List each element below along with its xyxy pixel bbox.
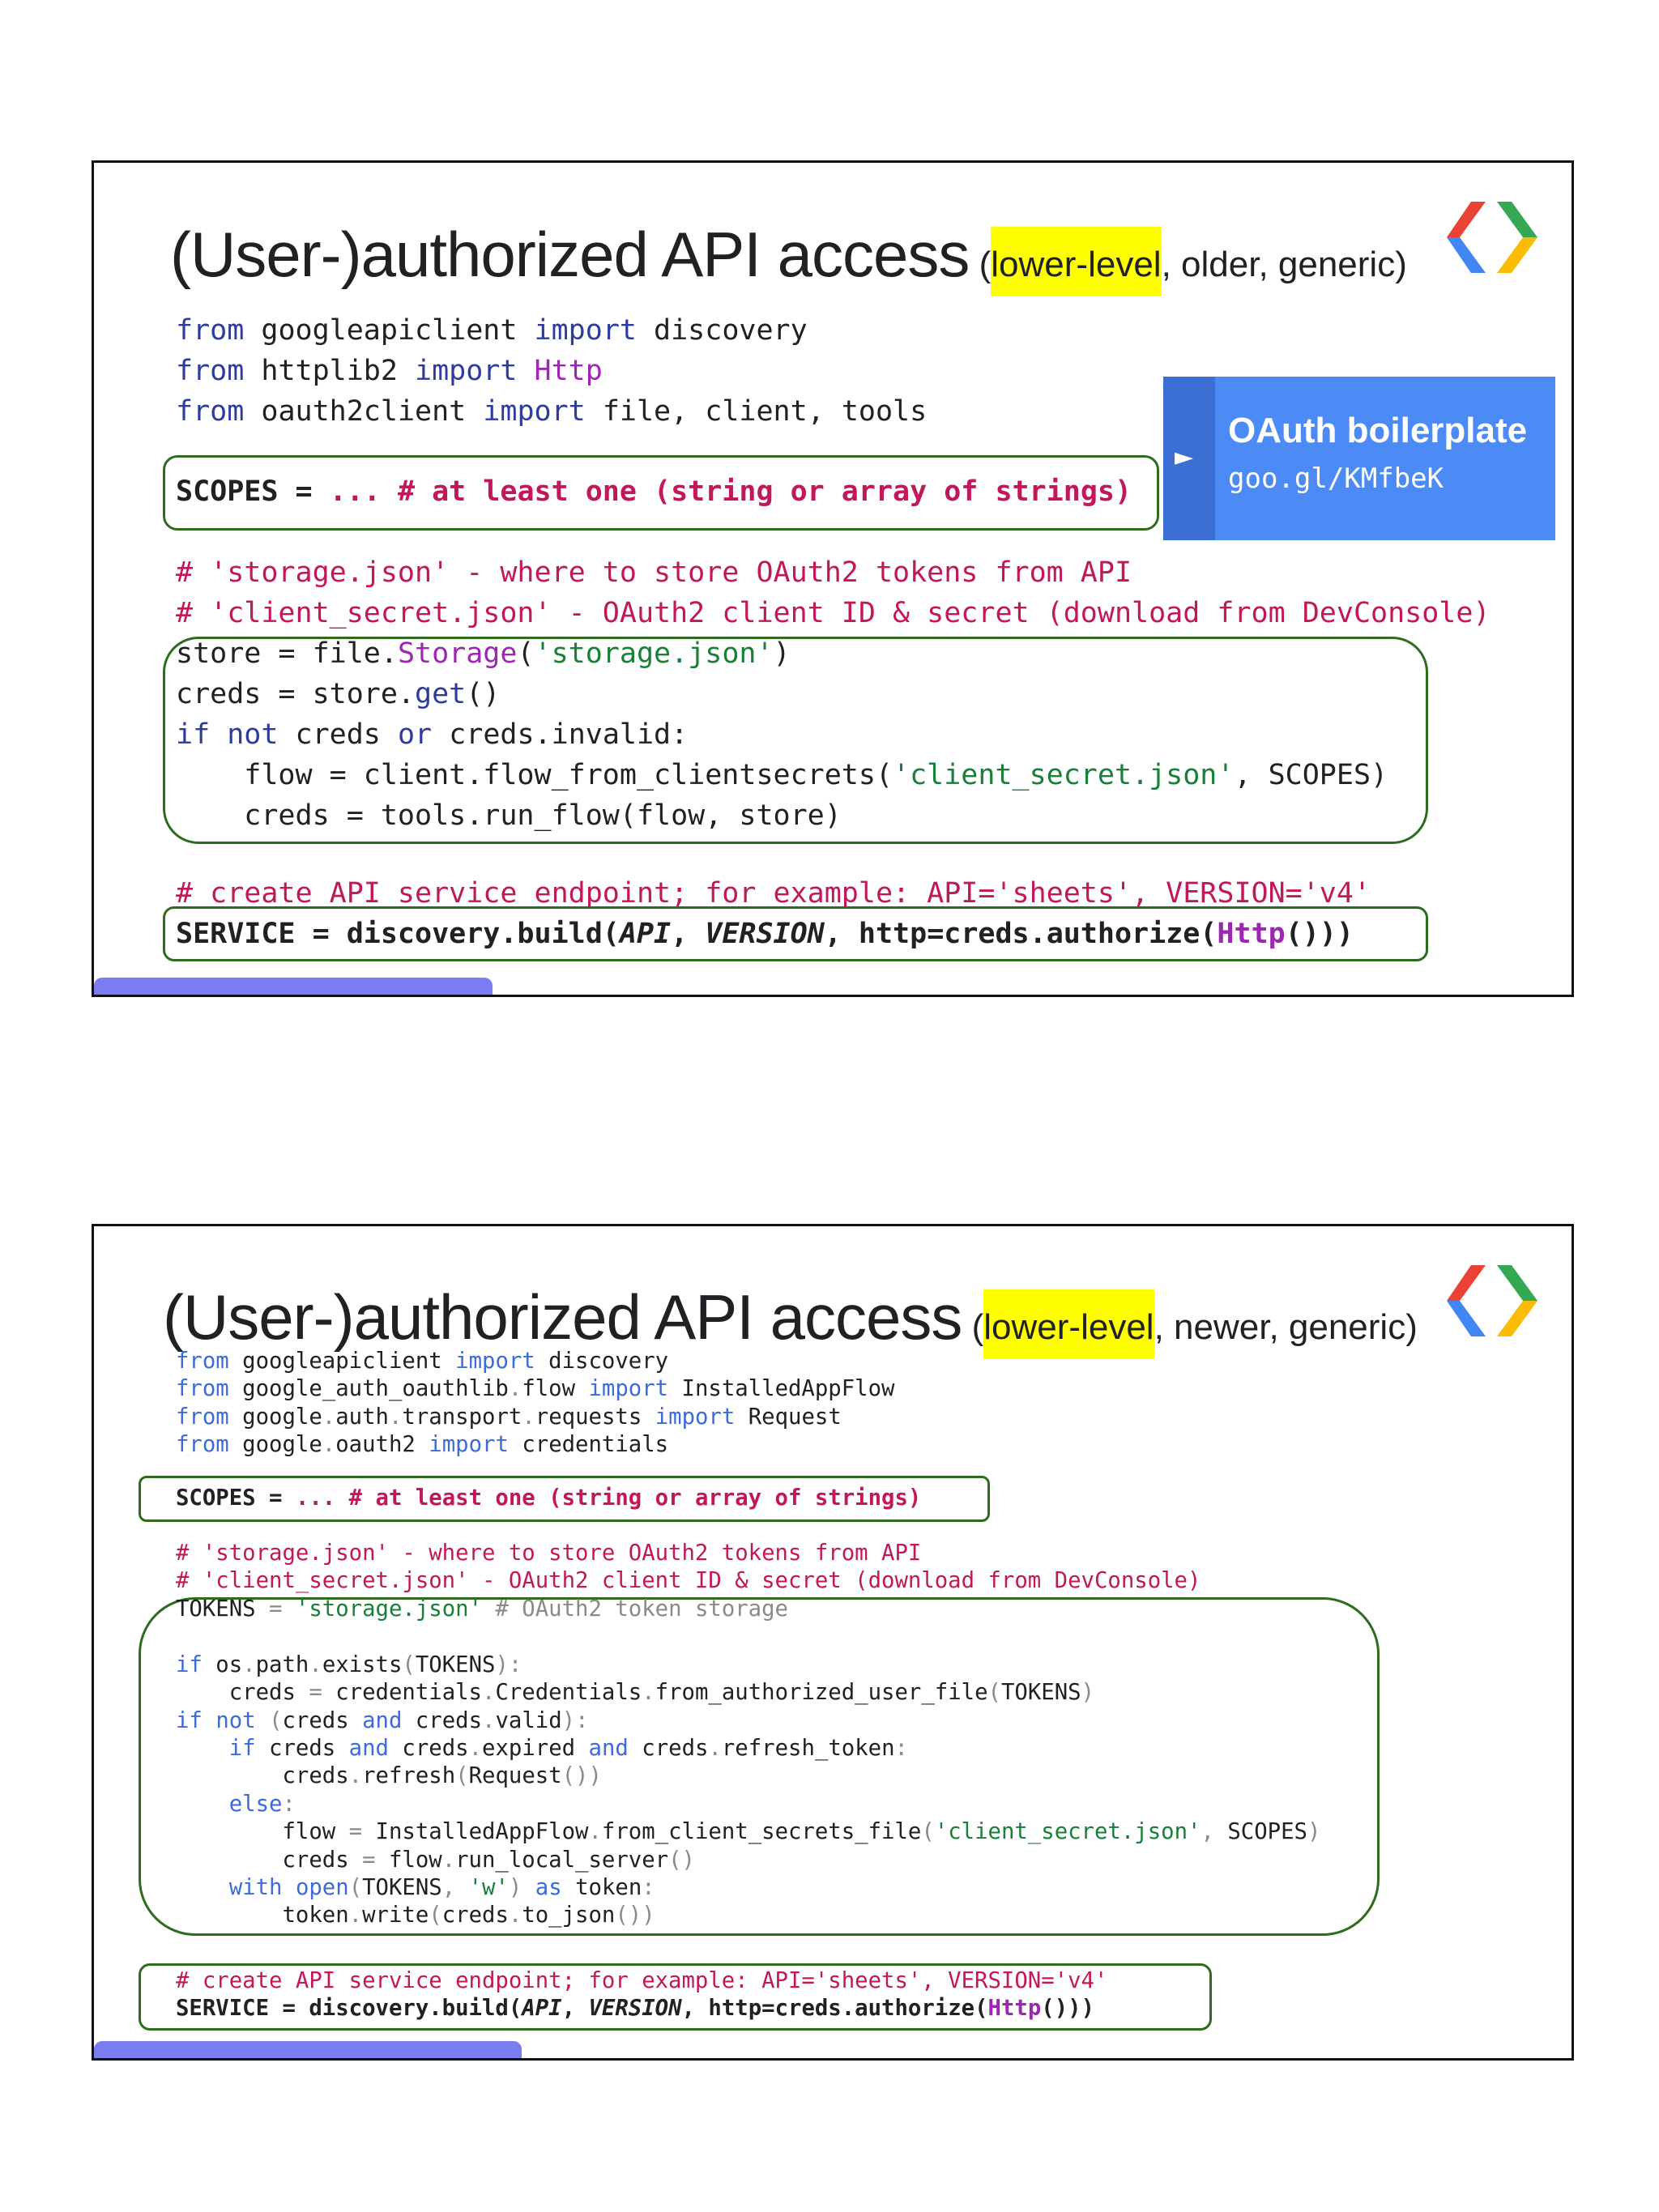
slide-older (92, 160, 1574, 997)
highlight-lower-level: lower-level (983, 1289, 1154, 1359)
slide-title: (User-)authorized API access (lower-level, newer, generic) (163, 1281, 1418, 1359)
comment-lines: # 'storage.json' - where to store OAuth2 tokens from API # 'client_secret.json' - OAuth2 client ID & secret (download from DevConsole) (176, 1541, 1201, 1594)
highlight-lower-level: lower-level (991, 227, 1161, 296)
slide-title: (User-)authorized API access (lower-level, older, generic) (170, 218, 1407, 296)
footer-bar (94, 978, 493, 997)
oauth-boilerplate-callout[interactable] (1163, 377, 1555, 540)
storage-block: store = file.Storage('storage.json') creds = store.get() if not creds or creds.invalid: flow = client.flow_from_clientsecrets('client_secret.json', SCOPES) creds = tools.run_flow(flow, store) (176, 637, 1388, 832)
slide-newer (92, 1224, 1574, 2061)
comment-lines: # 'storage.json' - where to store OAuth2 tokens from API # 'client_secret.json' - OAuth2 client ID & secret (download from DevConsole) (176, 556, 1491, 629)
scopes-line: SCOPES = ... # at least one (string or array of strings) (176, 1485, 922, 1511)
service-comment: # create API service endpoint; for example: API='sheets', VERSION='v4' (176, 877, 1371, 910)
footer-bar (94, 2041, 522, 2061)
google-developers-logo-icon (1439, 1262, 1544, 1340)
tokens-block: TOKENS = 'storage.json' # OAuth2 token storage if os.path.exists(TOKENS): creds = credentials.Credentials.from_authorized_user_file(TOKENS) if not (creds and creds.valid): if creds and creds.expired and creds.refresh_token: creds.refresh(Request()) else: flow = InstalledAppFlow.from_client_secrets_file('client_secret.json', SCOPES) creds = flow.run_local_server() with open(TOKENS, 'w') as token: token.write(creds.to_json()) (176, 1596, 1321, 1929)
import-lines: from googleapiclient import discovery from httplib2 import Http from oauth2client import file, client, tools (176, 314, 928, 428)
callout-title: OAuth boilerplate (1228, 411, 1528, 450)
callout-link[interactable]: goo.gl/KMfbeK (1228, 462, 1444, 495)
service-block: # create API service endpoint; for example: API='sheets', VERSION='v4' SERVICE = discovery.build(API, VERSION, http=creds.authorize(Http())) (176, 1968, 1108, 2022)
scopes-line: SCOPES = ... # at least one (string or array of strings) (176, 475, 1132, 508)
play-icon: ► (1175, 443, 1194, 471)
import-lines: from googleapiclient import discovery from google_auth_oauthlib.flow import InstalledAppFlow from google.auth.transport.requests import Request from google.oauth2 import credentials (176, 1349, 895, 1458)
google-developers-logo-icon (1439, 198, 1544, 276)
service-line: SERVICE = discovery.build(API, VERSION, http=creds.authorize(Http())) (176, 918, 1354, 950)
